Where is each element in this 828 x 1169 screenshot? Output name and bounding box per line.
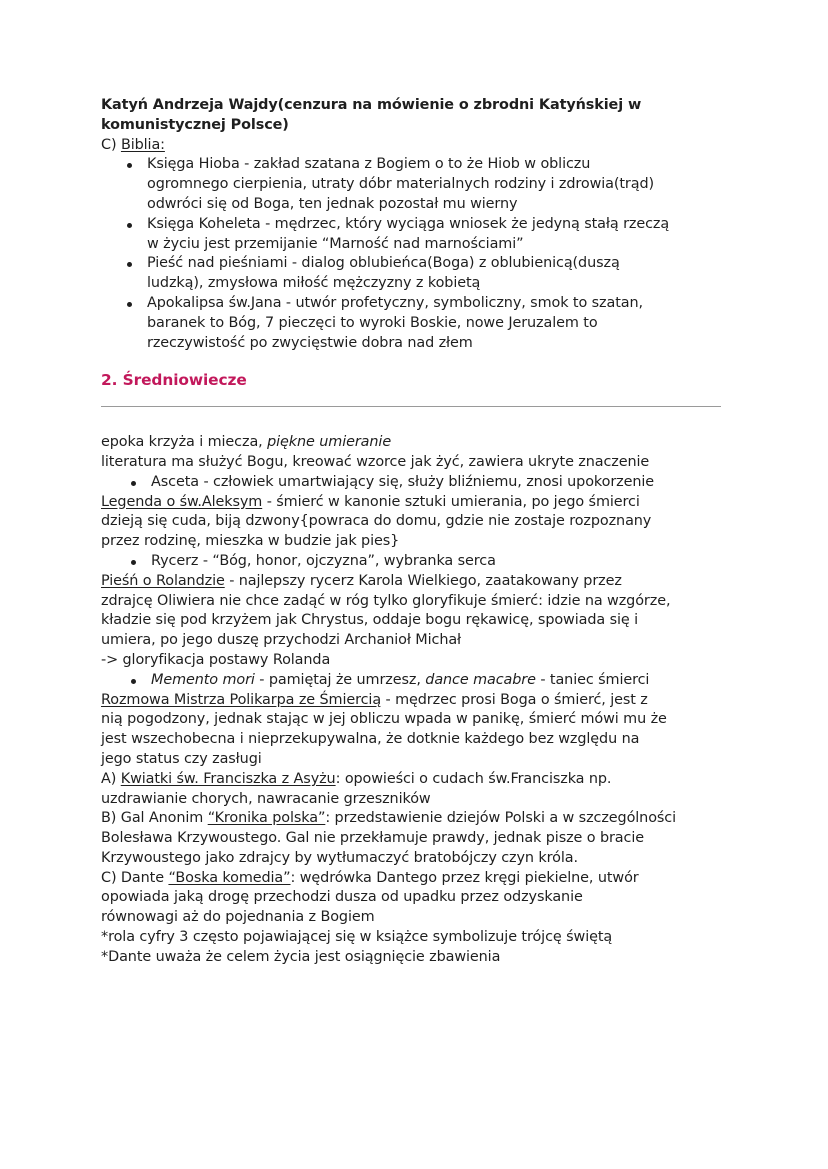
list-item-line: Księga Hioba - zakład szatana z Bogiem o to że Hiob w obliczu: [147, 156, 591, 173]
dance-italic: dance macabre: [425, 671, 536, 688]
komedia-link[interactable]: “Boska komedia”: [168, 869, 291, 886]
kronika-text: : przedstawienie dziejów Polski a w szczególności: [325, 810, 677, 827]
roland-line: umiera, po jego duszę przychodzi Archanioł Michał: [101, 632, 462, 649]
intro-title-line: komunistycznej Polsce): [101, 116, 289, 133]
list-item-line: Księga Koheleta - mędrzec, który wyciąga wniosek że jedyną stałą rzeczą: [147, 215, 670, 232]
bible-list: [101, 155, 828, 353]
polikarp-line: jego status czy zasługi: [101, 750, 262, 767]
aleksy-line: przez rodzinę, mieszka w budzie jak pies}: [101, 533, 400, 550]
aleksy-line: [101, 493, 828, 513]
list-item-line: w życiu jest przemijanie “Marność nad marnościami”: [147, 235, 524, 252]
bible-link[interactable]: Biblia:: [120, 136, 165, 153]
aleksy-link[interactable]: Legenda o św.Aleksym: [101, 493, 263, 510]
bible-list-item: [101, 294, 828, 353]
polikarp-line: jest wszechobecna i nieprzekupywalna, że dotknie każdego bez względu na: [101, 731, 640, 748]
bible-prefix: C): [101, 136, 121, 153]
kronika-line: Bolesława Krzywoustego. Gal nie przekłamuje prawdy, jednak pisze o bracie: [101, 830, 644, 847]
spacer: [101, 407, 828, 433]
list-item-line: rzeczywistość po zwycięstwie dobra nad złem: [147, 334, 473, 351]
bible-list-item: [101, 155, 828, 214]
note-line: *Dante uważa że celem życia jest osiągnięcie zbawienia: [101, 948, 501, 965]
roland-text: - najlepszy rycerz Karola Wielkiego, zaatakowany przez: [224, 572, 622, 589]
memento-end-text: - taniec śmierci: [535, 671, 650, 688]
intro-title-line: Katyń Andrzeja Wajdy(cenzura na mówienie o zbrodni Katyńskiej w: [101, 97, 642, 113]
komedia-line: równowagi aż do pojednania z Bogiem: [101, 909, 375, 926]
list-item-line: baranek to Bóg, 7 pieczęci to wyroki Boskie, nowe Jeruzalem to: [147, 314, 598, 331]
franciszek-line: uzdrawianie chorych, nawracanie grzeszników: [101, 790, 431, 807]
roland-link[interactable]: Pieśń o Rolandzie: [101, 572, 225, 589]
memento-text: - pamiętaj że umrzesz,: [254, 671, 426, 688]
bible-heading: [101, 136, 828, 156]
purpose-line: literatura ma służyć Bogu, kreować wzorce jak żyć, zawiera ukryte znaczenie: [101, 453, 650, 470]
rycerz-bullet: Rycerz - “Bóg, honor, ojczyzna”, wybranka serca: [101, 552, 828, 572]
aleksy-line: dzieją się cuda, biją dzwony{powraca do domu, gdzie nie zostaje rozpoznany: [101, 513, 652, 530]
memento-bullet: [101, 671, 828, 691]
polikarp-line: [101, 691, 828, 711]
list-item-line: odwróci się od Boga, ten jednak pozostał mu wierny: [147, 195, 518, 212]
komedia-text: : wędrówka Dantego przez kręgi piekielne, utwór: [290, 869, 639, 886]
list-item-line: Pieść nad pieśniami - dialog oblubieńca(Boga) z oblubienicą(duszą: [147, 255, 620, 272]
asceta-bullet: Asceta - człowiek umartwiający się, służy bliźniemu, znosi upokorzenie: [101, 473, 828, 493]
bible-list-item: [101, 254, 828, 294]
franciszek-link[interactable]: Kwiatki św. Franciszka z Asyżu: [120, 770, 336, 787]
memento-italic: Memento mori: [151, 671, 255, 688]
roland-line: kładzie się pod krzyżem jak Chrystus, oddaje bogu rękawicę, spowiada się i: [101, 612, 638, 629]
roland-line: zdrajcę Oliwiera nie chce zadąć w róg tylko gloryfikuje śmierć: idzie na wzgórze,: [101, 592, 671, 609]
roland-line: [101, 572, 828, 592]
document-body: [101, 96, 828, 968]
komedia-prefix: C) Dante: [101, 869, 169, 886]
epoch-text: epoka krzyża i miecza,: [101, 434, 268, 451]
kronika-link[interactable]: “Kronika polska”: [207, 810, 326, 827]
list-item-line: Apokalipsa św.Jana - utwór profetyczny, symboliczny, smok to szatan,: [147, 294, 643, 311]
polikarp-text: - mędrzec prosi Boga o śmierć, jest z: [381, 691, 648, 708]
roland-line: -> gloryfikacja postawy Rolanda: [101, 651, 331, 668]
kronika-prefix: B) Gal Anonim: [101, 810, 208, 827]
section-heading: 2. Średniowiecze: [101, 371, 247, 390]
epoch-line: [101, 433, 828, 453]
polikarp-link[interactable]: Rozmowa Mistrza Polikarpa ze Śmiercią: [101, 691, 382, 708]
polikarp-line: nią pogodzony, jednak stając w jej obliczu wpada w panikę, śmierć mówi mu że: [101, 711, 667, 728]
note-line: *rola cyfry 3 często pojawiającej się w książce symbolizuje trójcę świętą: [101, 929, 613, 946]
kronika-line: Krzywoustego jako zdrajcy by wytłumaczyć bratobójczy czyn króla.: [101, 849, 578, 866]
komedia-line: opowiada jaką drogę przechodzi dusza od upadku przez odzyskanie: [101, 889, 583, 906]
komedia-line: [101, 869, 828, 889]
epoch-italic: piękne umieranie: [267, 434, 392, 451]
list-item-line: ludzką), zmysłowa miłość mężczyzny z kobietą: [147, 275, 481, 292]
franciszek-line: [101, 770, 828, 790]
franciszek-text: : opowieści o cudach św.Franciszka np.: [335, 770, 612, 787]
list-item-line: ogromnego cierpienia, utraty dóbr materialnych rodziny i zdrowia(trąd): [147, 176, 655, 193]
aleksy-text: - śmierć w kanonie sztuki umierania, po jego śmierci: [262, 493, 640, 510]
franciszek-prefix: A): [101, 770, 121, 787]
kronika-line: [101, 809, 828, 829]
bible-list-item: [101, 215, 828, 255]
